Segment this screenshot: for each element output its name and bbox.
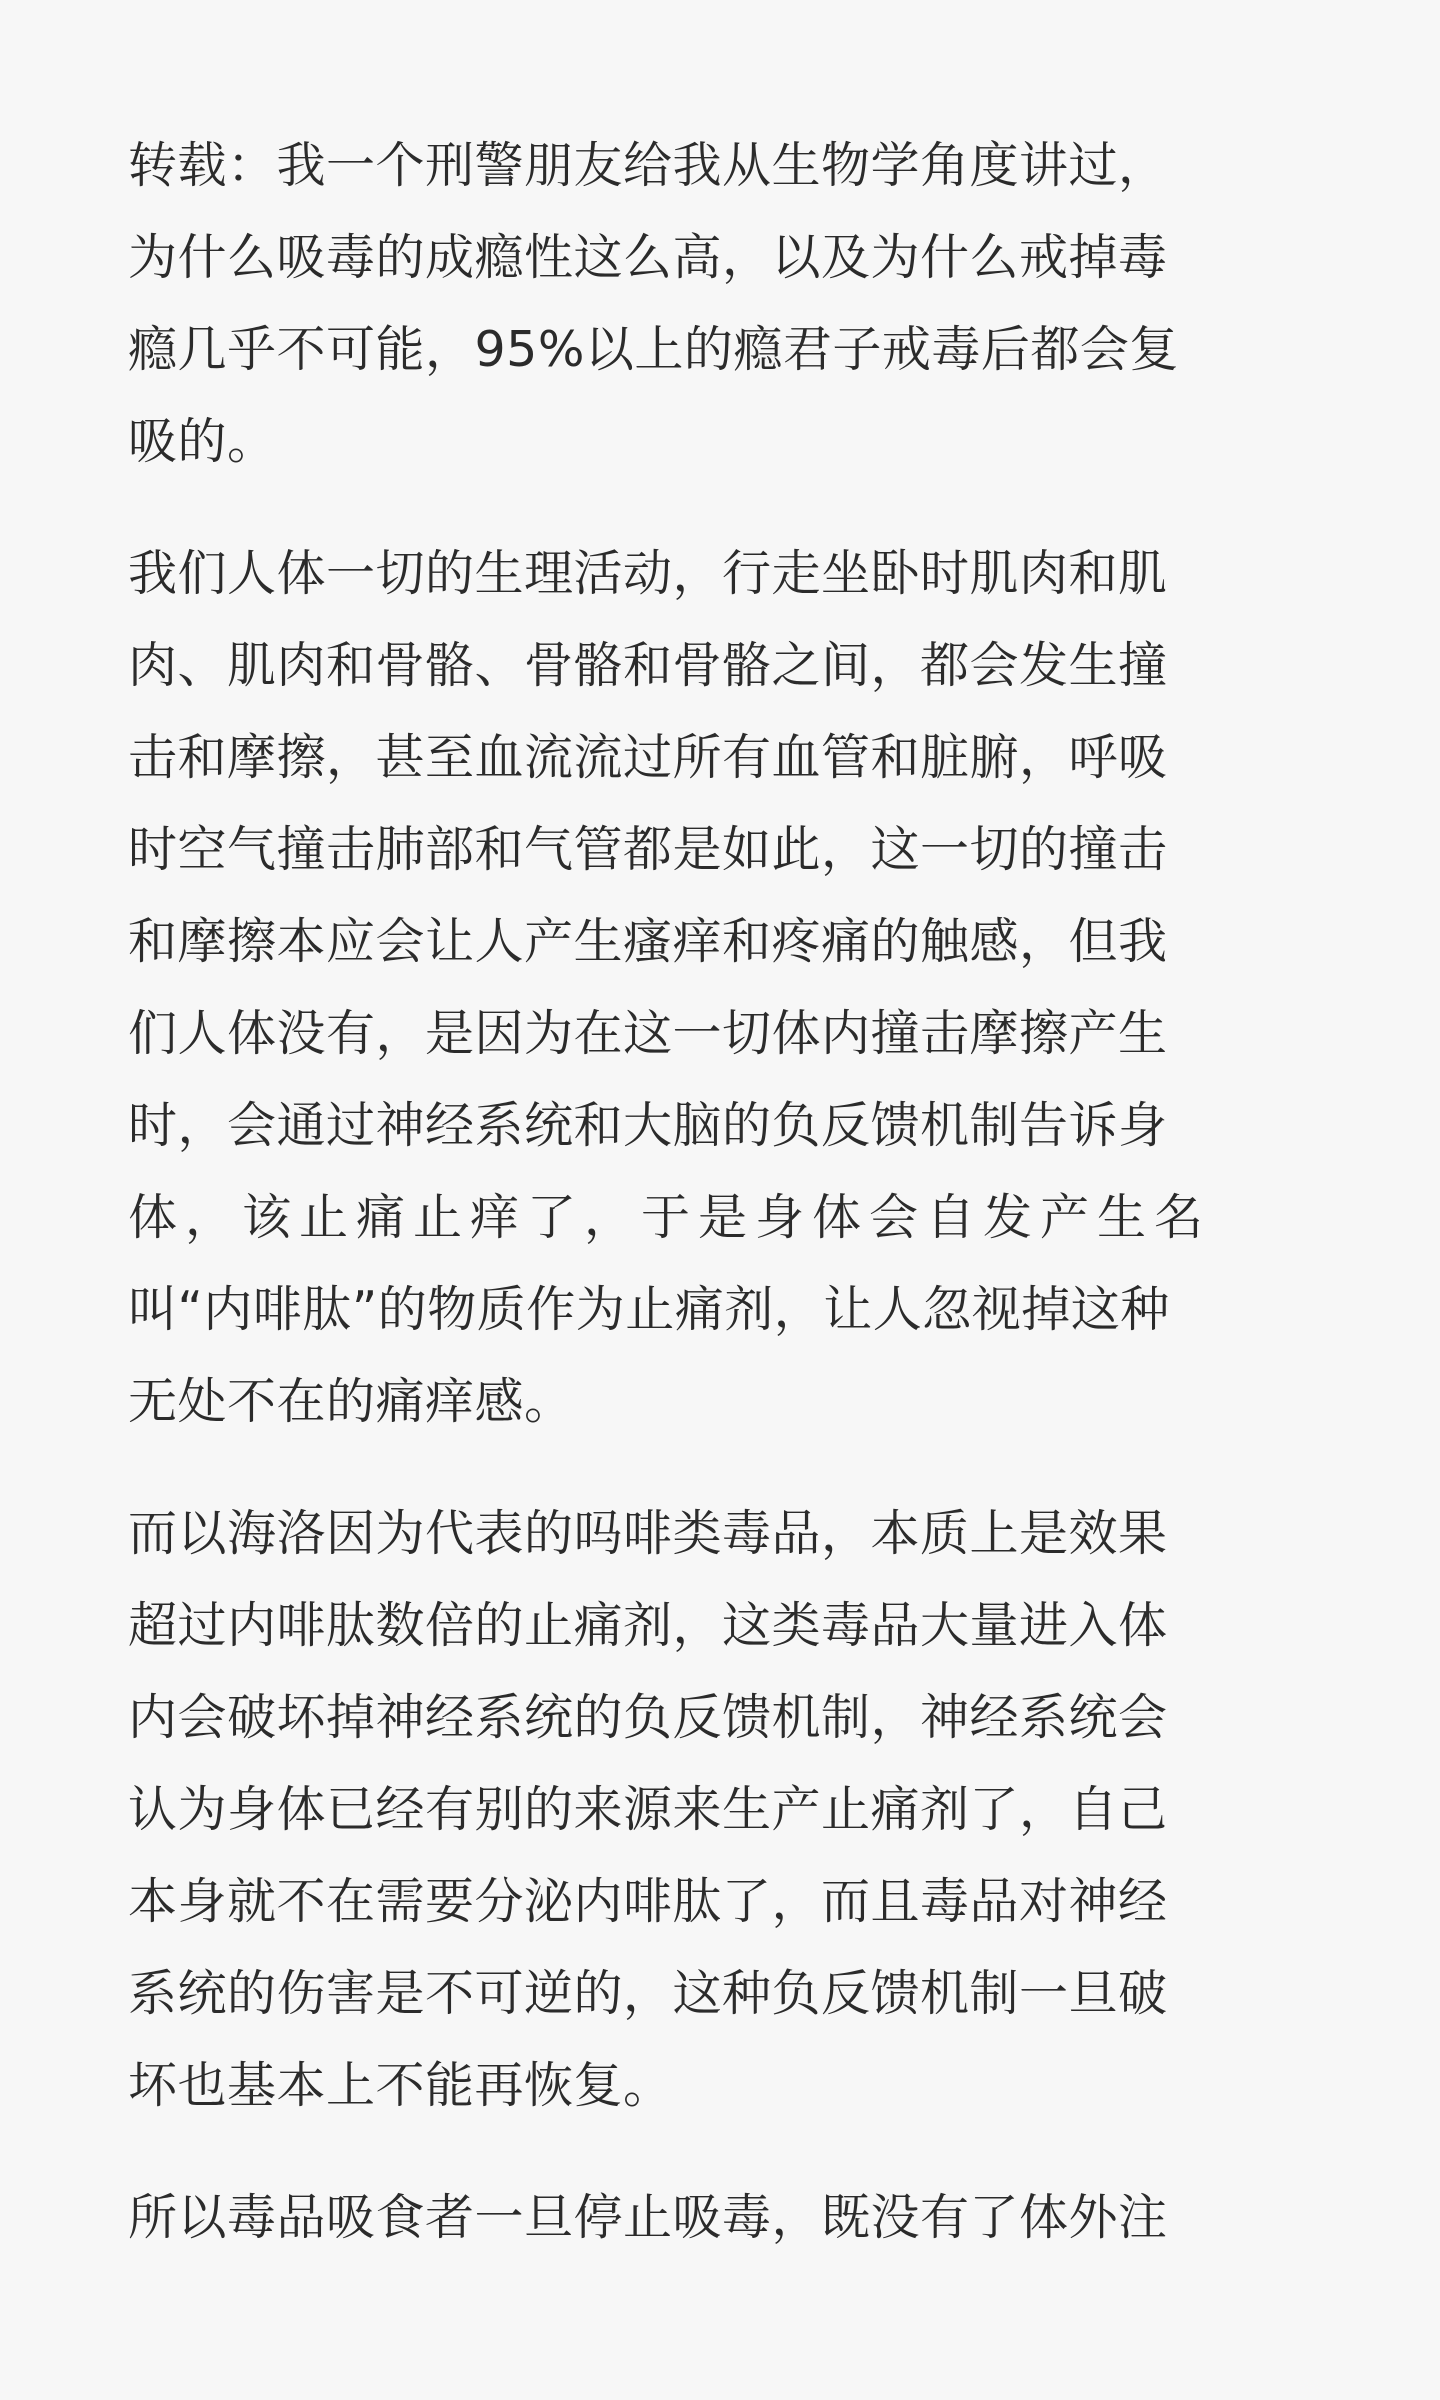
text-line: 和摩擦本应会让人产生瘙痒和疼痛的触感，但我 <box>128 913 1168 970</box>
paragraph-spacer <box>128 1448 1312 1488</box>
paragraph-1 <box>128 120 1312 488</box>
text-line: 转载：我一个刑警朋友给我从生物学角度讲过， <box>128 137 1168 194</box>
text-line: 叫“内啡肽”的物质作为止痛剂，让人忽视掉这种 <box>128 1281 1170 1338</box>
text-line: 瘾几乎不可能，95%以上的瘾君子戒毒后都会复 <box>128 321 1179 378</box>
text-line: 系统的伤害是不可逆的，这种负反馈机制一旦破 <box>128 1965 1168 2022</box>
paragraph-3 <box>128 1488 1312 2132</box>
text-line: 而以海洛因为代表的吗啡类毒品，本质上是效果 <box>128 1505 1168 1562</box>
text-line: 时空气撞击肺部和气管都是如此，这一切的撞击 <box>128 821 1168 878</box>
paragraph-4 <box>128 2172 1312 2264</box>
text-line: 坏也基本上不能再恢复。 <box>128 2057 673 2114</box>
paragraph-2 <box>128 528 1312 1448</box>
text-line: 击和摩擦，甚至血流流过所有血管和脏腑，呼吸 <box>128 729 1168 786</box>
text-line: 认为身体已经有别的来源来生产止痛剂了，自己 <box>128 1781 1168 1838</box>
text-line: 为什么吸毒的成瘾性这么高，以及为什么戒掉毒 <box>128 229 1168 286</box>
text-line: 内会破坏掉神经系统的负反馈机制，神经系统会 <box>128 1689 1168 1746</box>
text-line: 肉、肌肉和骨骼、骨骼和骨骼之间，都会发生撞 <box>128 637 1168 694</box>
text-line: 们人体没有，是因为在这一切体内撞击摩擦产生 <box>128 1005 1168 1062</box>
paragraph-spacer <box>128 488 1312 528</box>
text-line: 所以毒品吸食者一旦停止吸毒，既没有了体外注 <box>128 2189 1168 2246</box>
text-line: 吸的。 <box>128 413 277 470</box>
text-line: 我们人体一切的生理活动，行走坐卧时肌肉和肌 <box>128 545 1168 602</box>
text-line: 本身就不在需要分泌内啡肽了，而且毒品对神经 <box>128 1873 1168 1930</box>
paragraph-spacer <box>128 2132 1312 2172</box>
text-line: 超过内啡肽数倍的止痛剂，这类毒品大量进入体 <box>128 1597 1168 1654</box>
text-line: 无处不在的痛痒感。 <box>128 1373 574 1430</box>
text-line: 时，会通过神经系统和大脑的负反馈机制告诉身 <box>128 1097 1168 1154</box>
text-line: 体，该止痛止痒了，于是身体会自发产生名 <box>128 1189 1212 1246</box>
